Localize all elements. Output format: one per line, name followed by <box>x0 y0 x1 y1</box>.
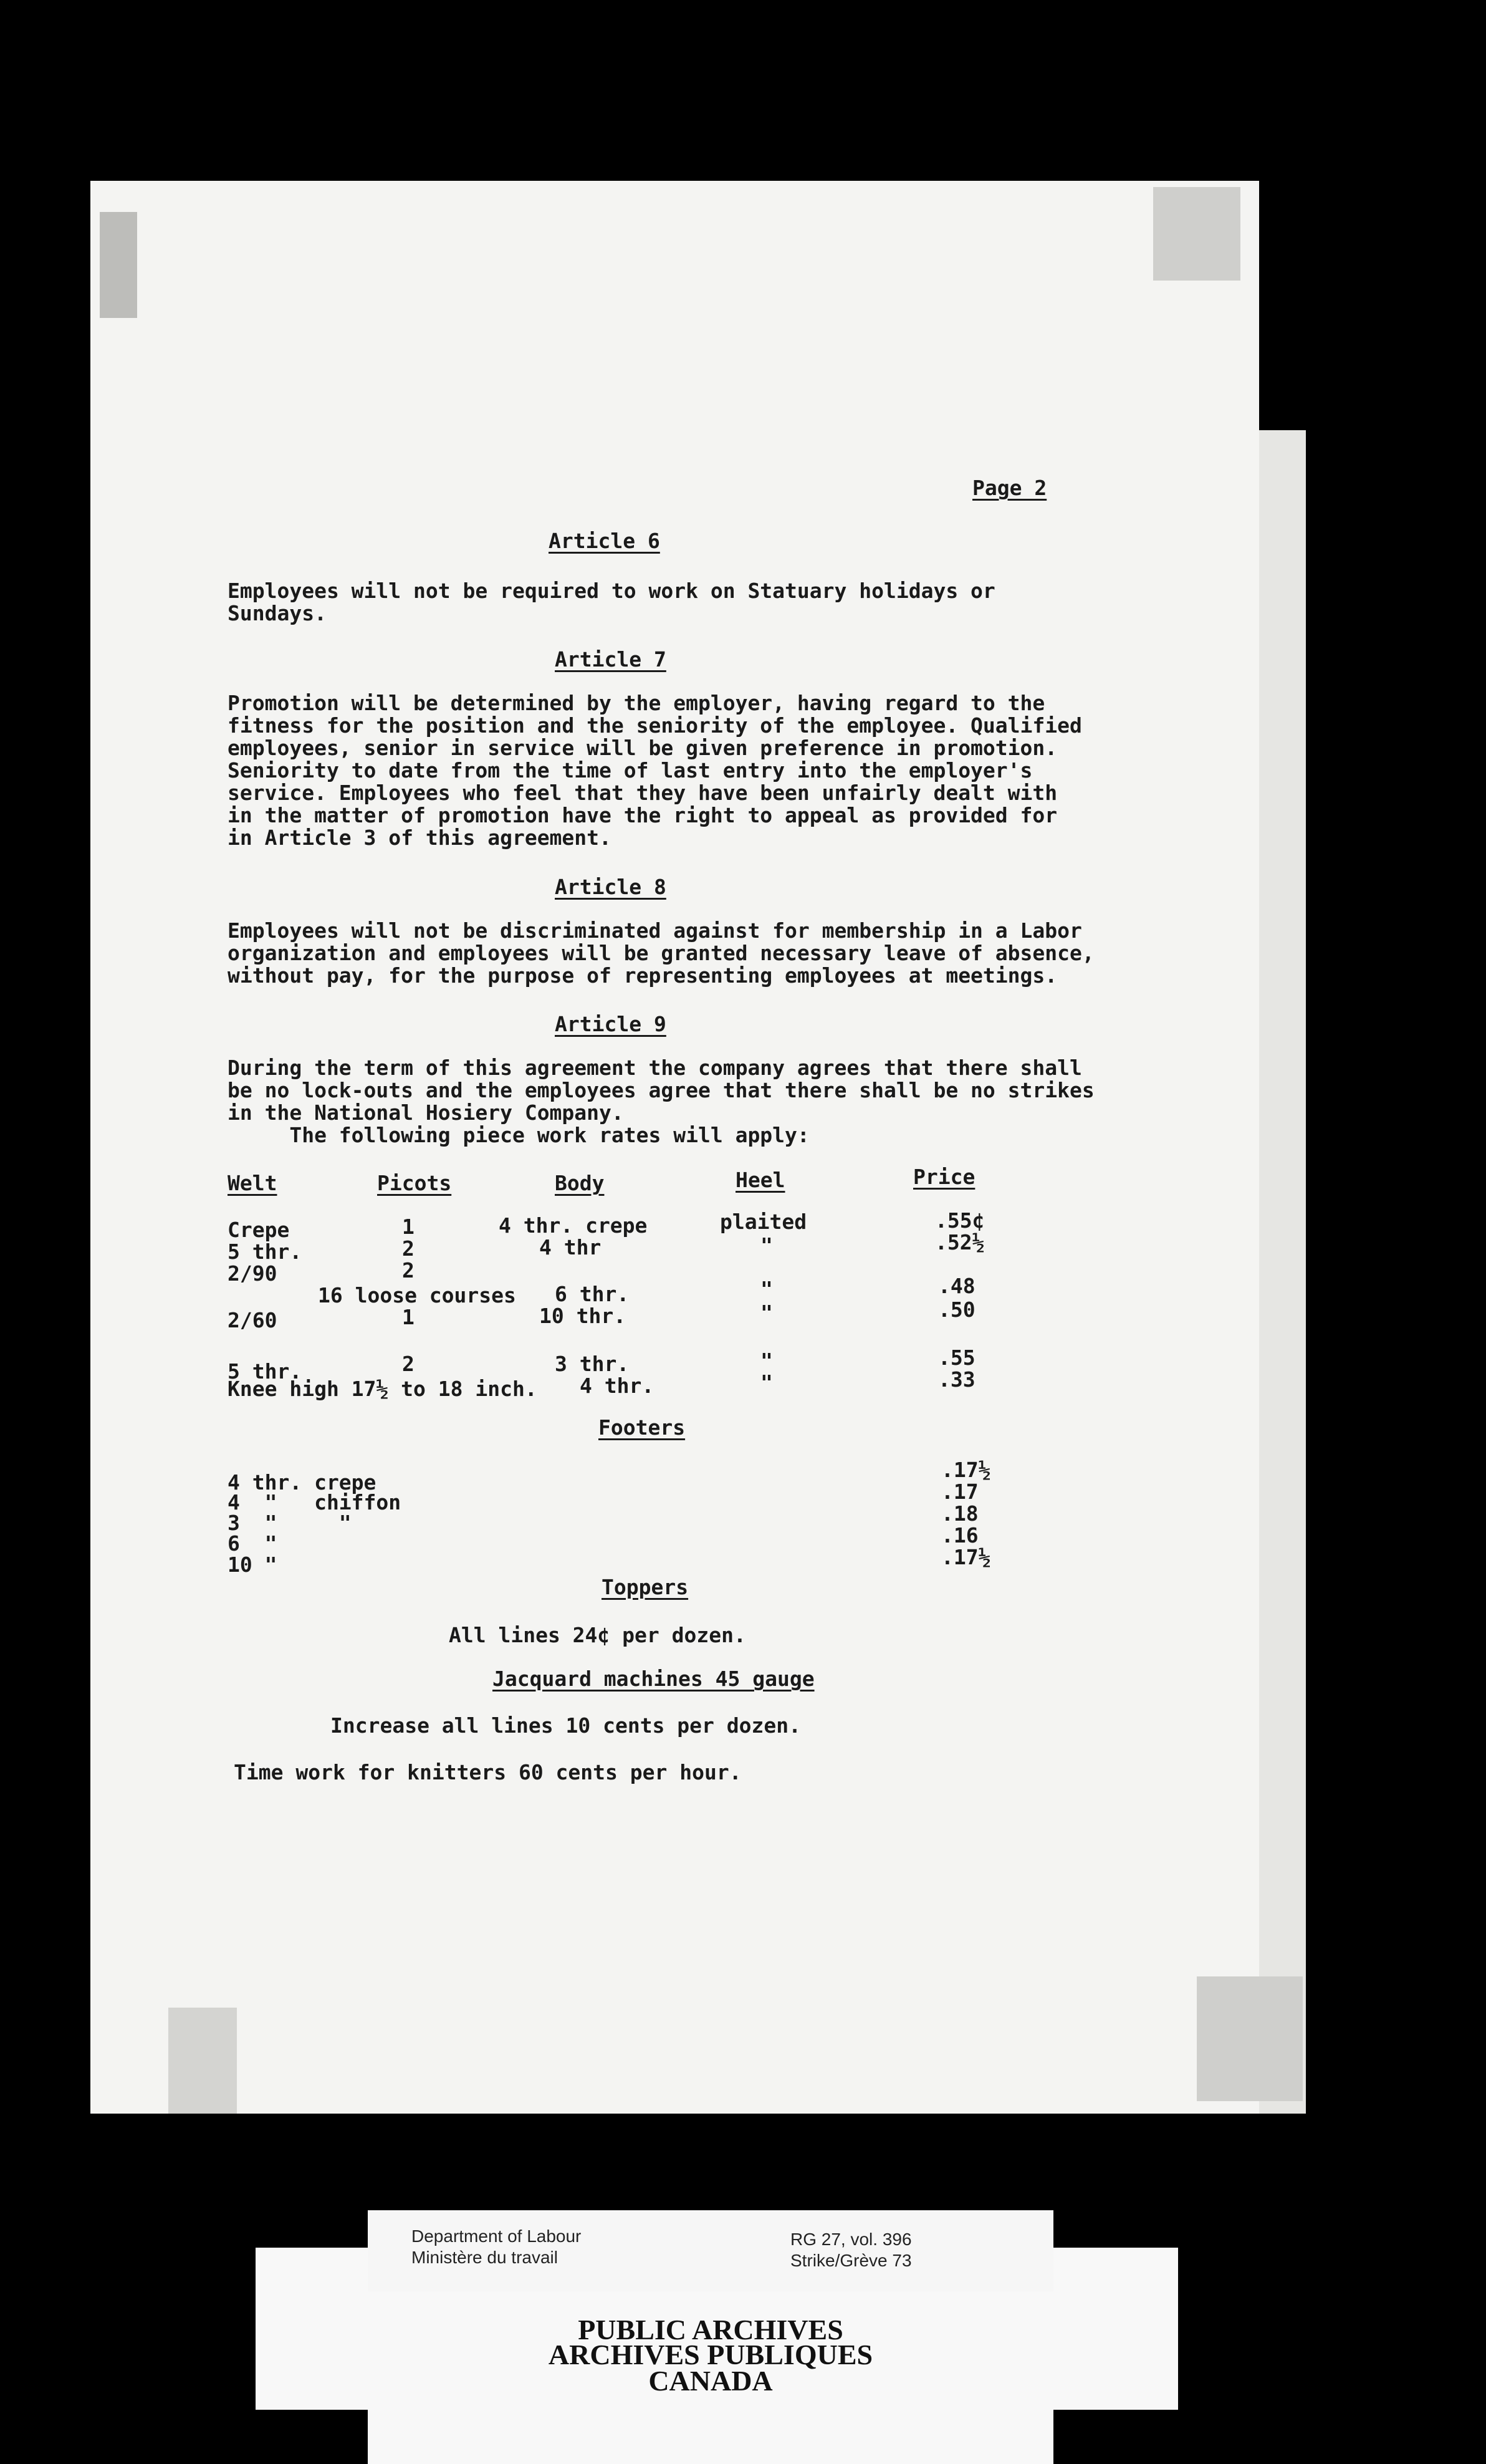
label-dept-en: Department of Labour <box>411 2226 582 2246</box>
article-9-heading: Article 9 <box>555 1012 666 1036</box>
table-cell: 1 <box>402 1305 415 1329</box>
table-cell: 2/60 <box>228 1308 277 1332</box>
table-cell: 10 thr. <box>539 1304 626 1328</box>
page-number: Page 2 <box>972 476 1047 500</box>
col-header-body: Body <box>555 1171 605 1195</box>
col-header-picots: Picots <box>377 1171 452 1195</box>
table-cell: " <box>760 1349 773 1373</box>
stamp-line-2: ARCHIVES PUBLIQUES <box>548 2339 873 2370</box>
article-8-body: Employees will not be discriminated against for membership in a Labor organization and employees will be granted necessary leave of absence, without pay, for the purpose of representing employees at meetings. <box>228 918 1095 988</box>
table-cell: 1 <box>402 1215 415 1239</box>
table-cell: 4 thr <box>539 1235 602 1259</box>
toppers-heading: Toppers <box>602 1575 689 1599</box>
article-7-body: Promotion will be determined by the employer, having regard to the fitness for the position and the seniority of the employee. Qualified employees, senior in service will be given preference in promotion. Seniority to date from the time of last entry into the employer's service. Employees who feel that they have been unfairly dealt with in the matter of promotion have the right to appeal as provided for in Article 3 of this agreement. <box>228 691 1082 850</box>
label-dept-fr: Ministère du travail <box>411 2248 558 2267</box>
table-cell: 2 <box>402 1236 415 1261</box>
corner-scuff <box>168 2008 237 2114</box>
stamp-line-1: PUBLIC ARCHIVES <box>578 2314 843 2346</box>
table-cell: .50 <box>938 1297 975 1322</box>
footer-price: .17 <box>941 1480 979 1504</box>
article-9-body: During the term of this agreement the company agrees that there shall be no lock-outs and the employees agree that there shall be no strikes in the National Hosiery Company. The following piece work rates will apply: <box>228 1056 1095 1147</box>
footer-row: 6 " <box>228 1531 277 1556</box>
footer-price: .17½ <box>941 1545 991 1569</box>
table-cell: 5 thr. <box>228 1239 302 1264</box>
table-cell: 6 thr. <box>555 1282 630 1306</box>
table-cell: 3 thr. <box>555 1352 630 1376</box>
table-cell: " <box>760 1233 773 1258</box>
table-cell: 2/90 <box>228 1261 277 1286</box>
stamp-line-3: CANADA <box>648 2365 773 2397</box>
col-header-heel: Heel <box>736 1168 785 1192</box>
table-cell: " <box>760 1301 773 1325</box>
corner-scuff <box>100 212 137 318</box>
table-cell: 4 thr. <box>580 1374 654 1398</box>
document-page <box>90 181 1259 2114</box>
footer-price: .16 <box>941 1523 979 1547</box>
table-cell: " <box>760 1370 773 1395</box>
article-7-heading: Article 7 <box>555 647 666 671</box>
table-cell: 5 thr. <box>228 1359 302 1384</box>
table-cell: plaited <box>720 1210 807 1234</box>
table-cell: .33 <box>938 1367 975 1392</box>
col-header-welt: Welt <box>228 1171 277 1195</box>
footer-row: 3 " " <box>228 1511 352 1535</box>
table-cell: Crepe <box>228 1218 290 1242</box>
label-ref: RG 27, vol. 396 <box>790 2230 912 2249</box>
jacquard-text: Increase all lines 10 cents per dozen. <box>330 1713 801 1738</box>
col-header-price: Price <box>913 1165 975 1189</box>
article-8-heading: Article 8 <box>555 875 666 899</box>
toppers-text: All lines 24¢ per dozen. <box>449 1623 746 1647</box>
time-work-text: Time work for knitters 60 cents per hour. <box>234 1760 742 1784</box>
footer-row: 4 " chiffon <box>228 1490 401 1514</box>
corner-scuff <box>1153 187 1240 281</box>
table-cell: .55 <box>938 1345 975 1370</box>
footer-row: 4 thr. crepe <box>228 1470 376 1494</box>
table-cell: 2 <box>402 1352 415 1376</box>
corner-scuff <box>1197 1976 1303 2101</box>
table-cell: .48 <box>938 1274 975 1298</box>
footer-price: .18 <box>941 1501 979 1526</box>
table-cell: .55¢ <box>935 1208 985 1233</box>
footers-heading: Footers <box>598 1415 686 1440</box>
jacquard-heading: Jacquard machines 45 gauge <box>492 1667 815 1691</box>
footer-row: 10 " <box>228 1552 277 1577</box>
archive-stamp-tab <box>368 2400 1053 2464</box>
footer-price: .17½ <box>941 1458 991 1482</box>
table-cell: 2 <box>402 1258 415 1283</box>
table-cell: " <box>760 1277 773 1301</box>
table-cell: .52½ <box>935 1230 985 1254</box>
table-cell: 4 thr. crepe <box>499 1213 648 1238</box>
table-cell: Knee high 17½ to 18 inch. <box>228 1377 537 1401</box>
article-6-heading: Article 6 <box>549 529 660 553</box>
label-strike: Strike/Grève 73 <box>790 2251 912 2270</box>
table-cell: 16 loose courses <box>318 1283 516 1307</box>
article-6-body: Employees will not be required to work on Statuary holidays or Sundays. <box>228 579 995 625</box>
